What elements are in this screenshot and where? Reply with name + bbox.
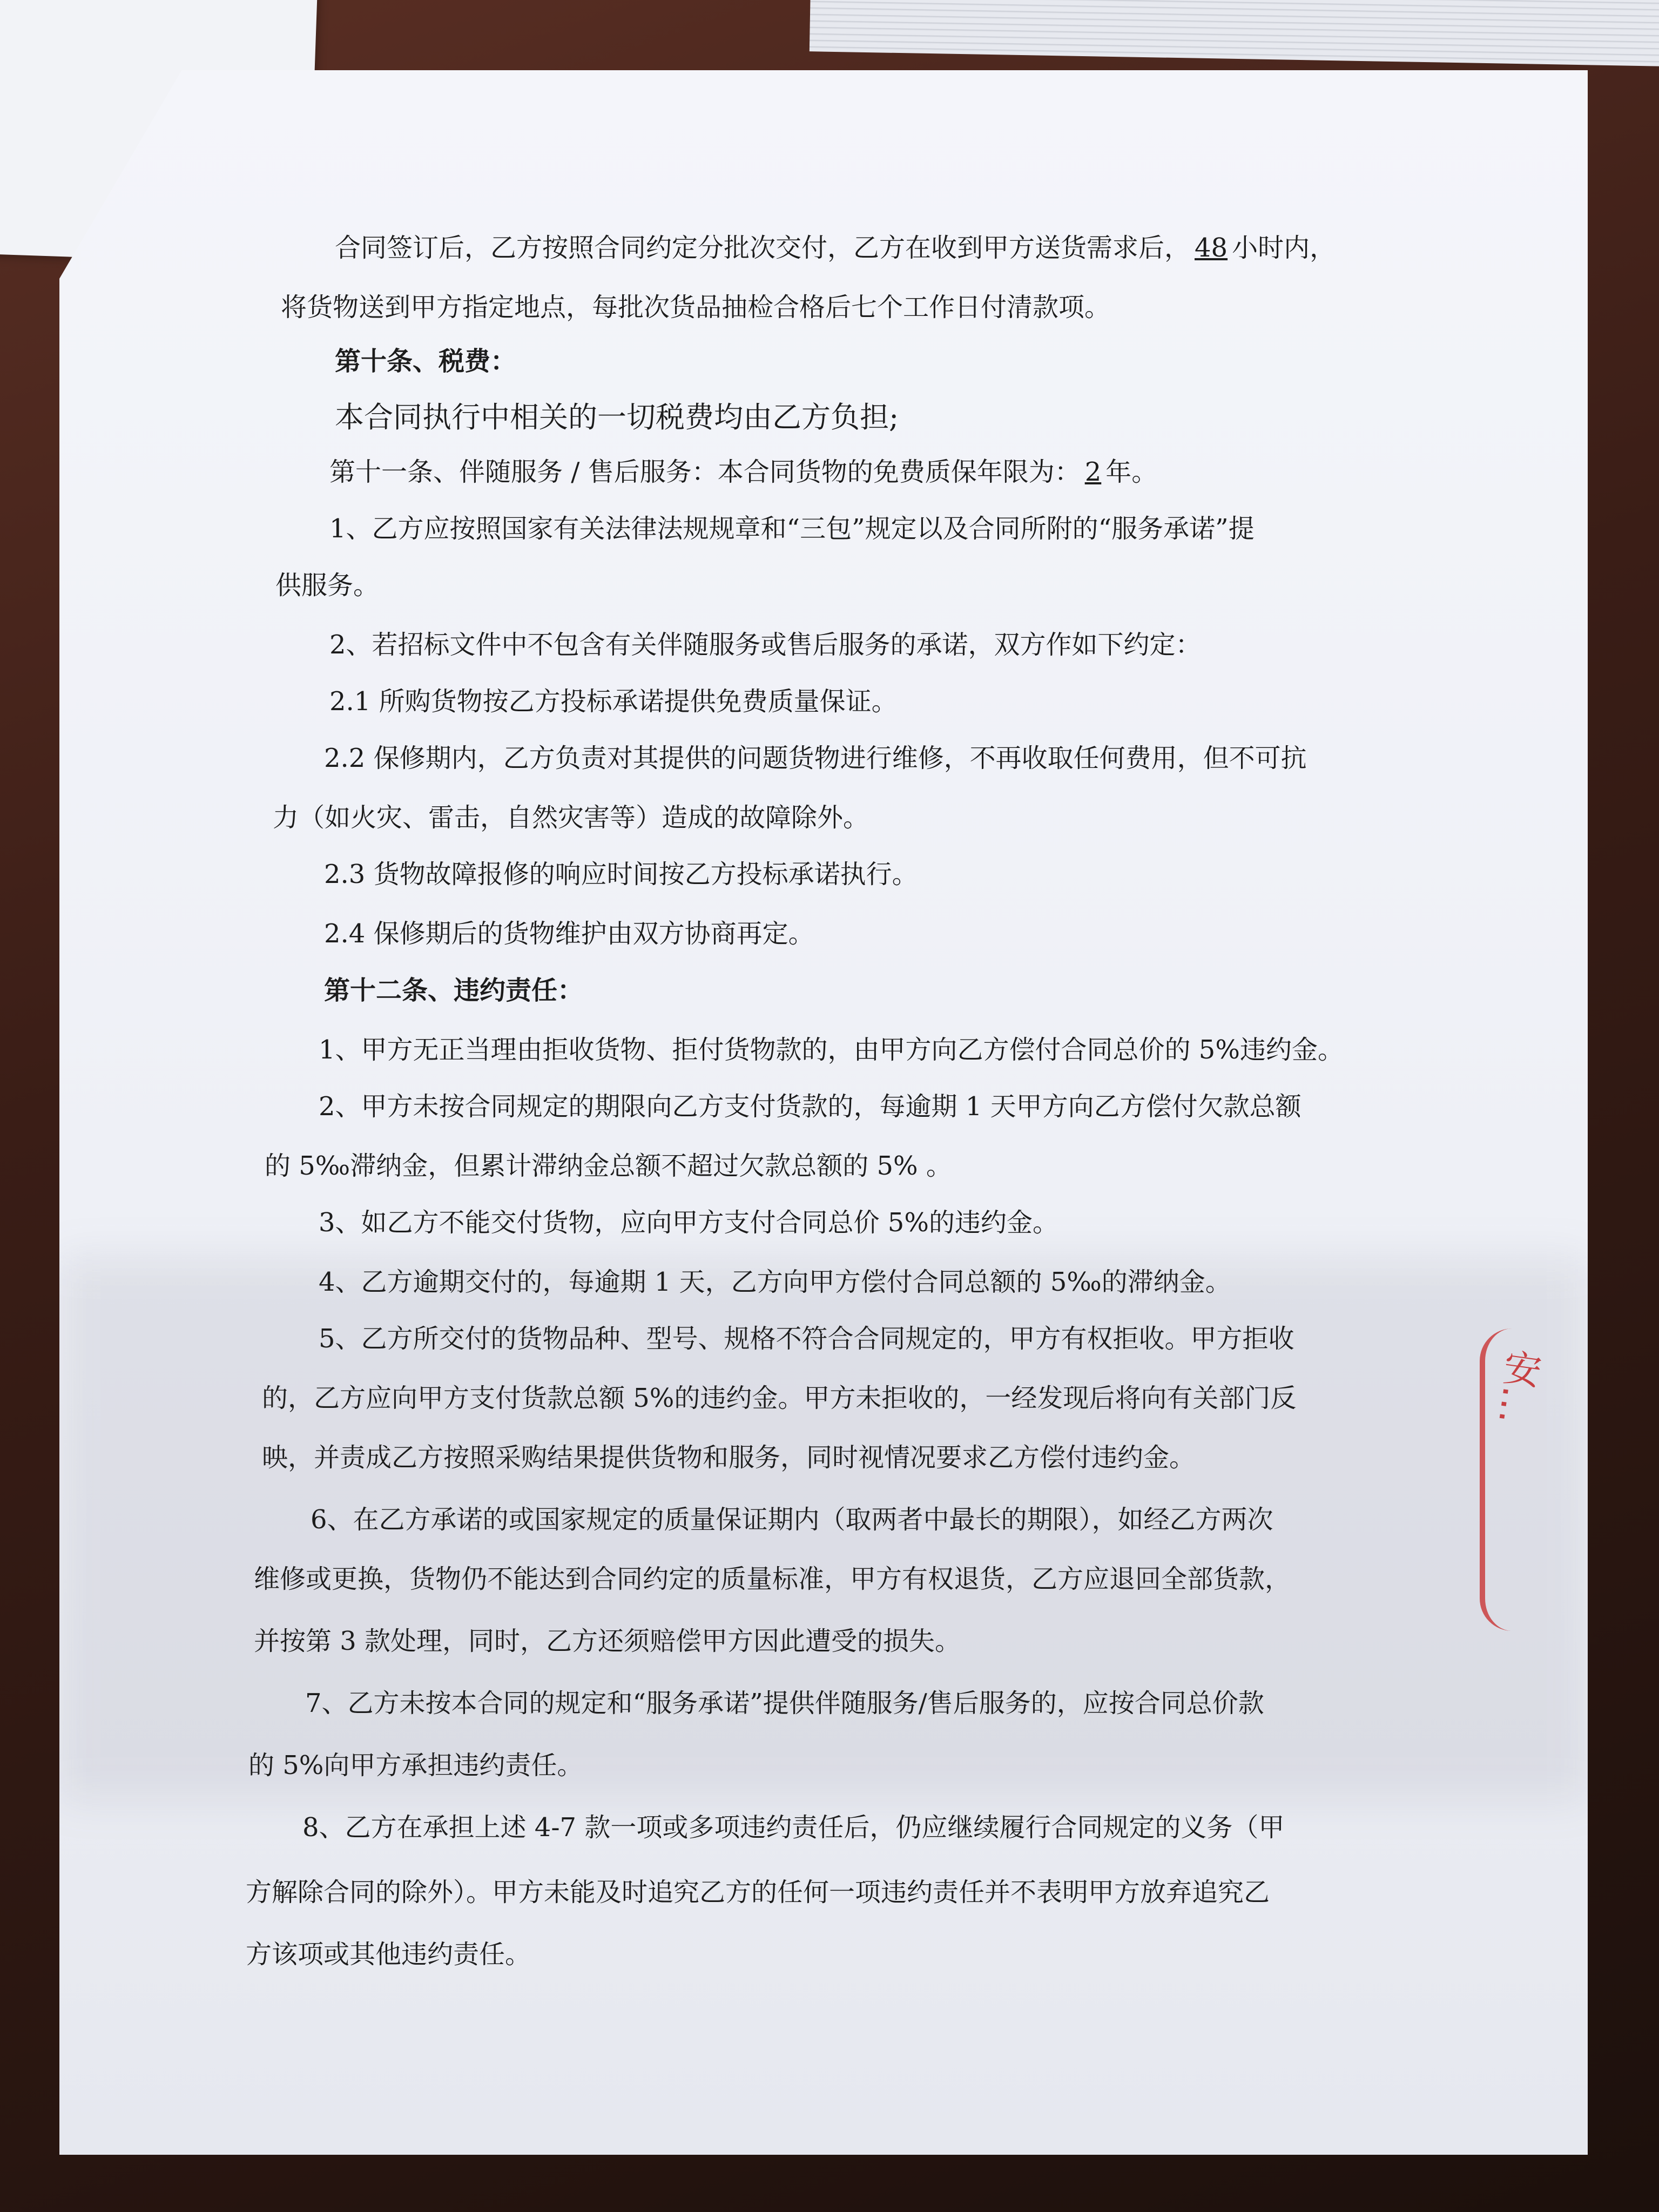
contract-line-23: 6、在乙方承诺的或国家规定的质量保证期内（取两者中最长的期限），如经乙方两次 (311, 1505, 1273, 1535)
contract-line-1 (335, 227, 1336, 264)
contract-line-10: 2.2 保修期内，乙方负责对其提供的问题货物进行维修，不再收取任何费用，但不可抗 (324, 743, 1307, 773)
contract-line-tax: 本合同执行中相关的一切税费均由乙方负担; (335, 400, 899, 434)
contract-line-22: 映，并责成乙方按照采购结果提供货物和服务，同时视情况要求乙方偿付违约金。 (262, 1442, 1196, 1473)
contract-line-30: 方该项或其他违约责任。 (246, 1939, 531, 1970)
contract-line-27: 的 5%向甲方承担违约责任。 (248, 1750, 583, 1781)
contract-line-17: 的 5‰滞纳金，但累计滞纳金总额不超过欠款总额的 5% 。 (265, 1151, 952, 1181)
seal-text: 安… (1489, 1346, 1545, 1427)
warranty-years-value: 2 (1084, 457, 1102, 487)
contract-line-19: 4、乙方逾期交付的，每逾期 1 天，乙方向甲方偿付合同总额的 5‰的滞纳金。 (319, 1267, 1231, 1297)
contract-line-28: 8、乙方在承担上述 4-7 款一项或多项违约责任后，仍应继续履行合同规定的义务（甲 (302, 1812, 1285, 1843)
contract-line-25: 并按第 3 款处理，同时，乙方还须赔偿甲方因此遭受的损失。 (254, 1626, 961, 1656)
contract-line-11: 力（如火灾、雷击，自然灾害等）造成的故障除外。 (273, 802, 869, 833)
article-11-heading (329, 451, 1157, 488)
contract-line-26: 7、乙方未按本合同的规定和“服务承诺”提供伴随服务/售后服务的，应按合同总价款 (305, 1688, 1264, 1718)
line-text: 第十一条、伴随服务 / 售后服务：本合同货物的免费质保年限为： (329, 457, 1081, 487)
contract-line-15: 1、甲方无正当理由拒收货物、拒付货物款的，由甲方向乙方偿付合同总价的 5%违约金。 (319, 1035, 1344, 1065)
contract-line-8: 2、若招标文件中不包含有关伴随服务或售后服务的承诺，双方作如下约定： (329, 630, 1202, 660)
contract-line-13: 2.4 保修期后的货物维护由双方协商再定。 (324, 919, 814, 949)
contract-line-6: 1、乙方应按照国家有关法律法规规章和“三包”规定以及合同所附的“服务承诺”提 (329, 514, 1255, 544)
contract-line-24: 维修或更换，货物仍不能达到合同约定的质量标准，甲方有权退货，乙方应退回全部货款， (254, 1564, 1291, 1594)
contract-line-21: 的，乙方应向甲方支付货款总额 5%的违约金。甲方未拒收的，一经发现后将向有关部门反 (262, 1383, 1297, 1413)
article-12-heading: 第十二条、违约责任： (324, 975, 584, 1006)
contract-line-16: 2、甲方未按合同规定的期限向乙方支付货款的，每逾期 1 天甲方向乙方偿付欠款总额 (319, 1091, 1301, 1122)
contract-line-2: 将货物送到甲方指定地点，每批次货品抽检合格后七个工作日付清款项。 (281, 292, 1111, 322)
delivery-hours-value: 48 (1195, 233, 1228, 263)
contract-line-18: 3、如乙方不能交付货物，应向甲方支付合同总价 5%的违约金。 (319, 1208, 1058, 1238)
contract-line-9: 2.1 所购货物按乙方投标承诺提供免费质量保证。 (329, 686, 898, 717)
line-text: 合同签订后，乙方按照合同约定分批次交付，乙方在收到甲方送货需求后， (335, 233, 1191, 263)
contract-line-20: 5、乙方所交付的货物品种、型号、规格不符合合同规定的，甲方有权拒收。甲方拒收 (319, 1324, 1294, 1354)
contract-line-7: 供服务。 (275, 570, 380, 601)
contract-line-29: 方解除合同的除外）。甲方未能及时追究乙方的任何一项违约责任并不表明甲方放弃追究乙 (246, 1877, 1270, 1907)
article-10-heading: 第十条、税费： (335, 346, 517, 376)
contract-line-12: 2.3 货物故障报修的响应时间按乙方投标承诺执行。 (324, 859, 918, 889)
line-text: 年。 (1105, 457, 1158, 487)
line-text: 小时内， (1232, 233, 1336, 263)
